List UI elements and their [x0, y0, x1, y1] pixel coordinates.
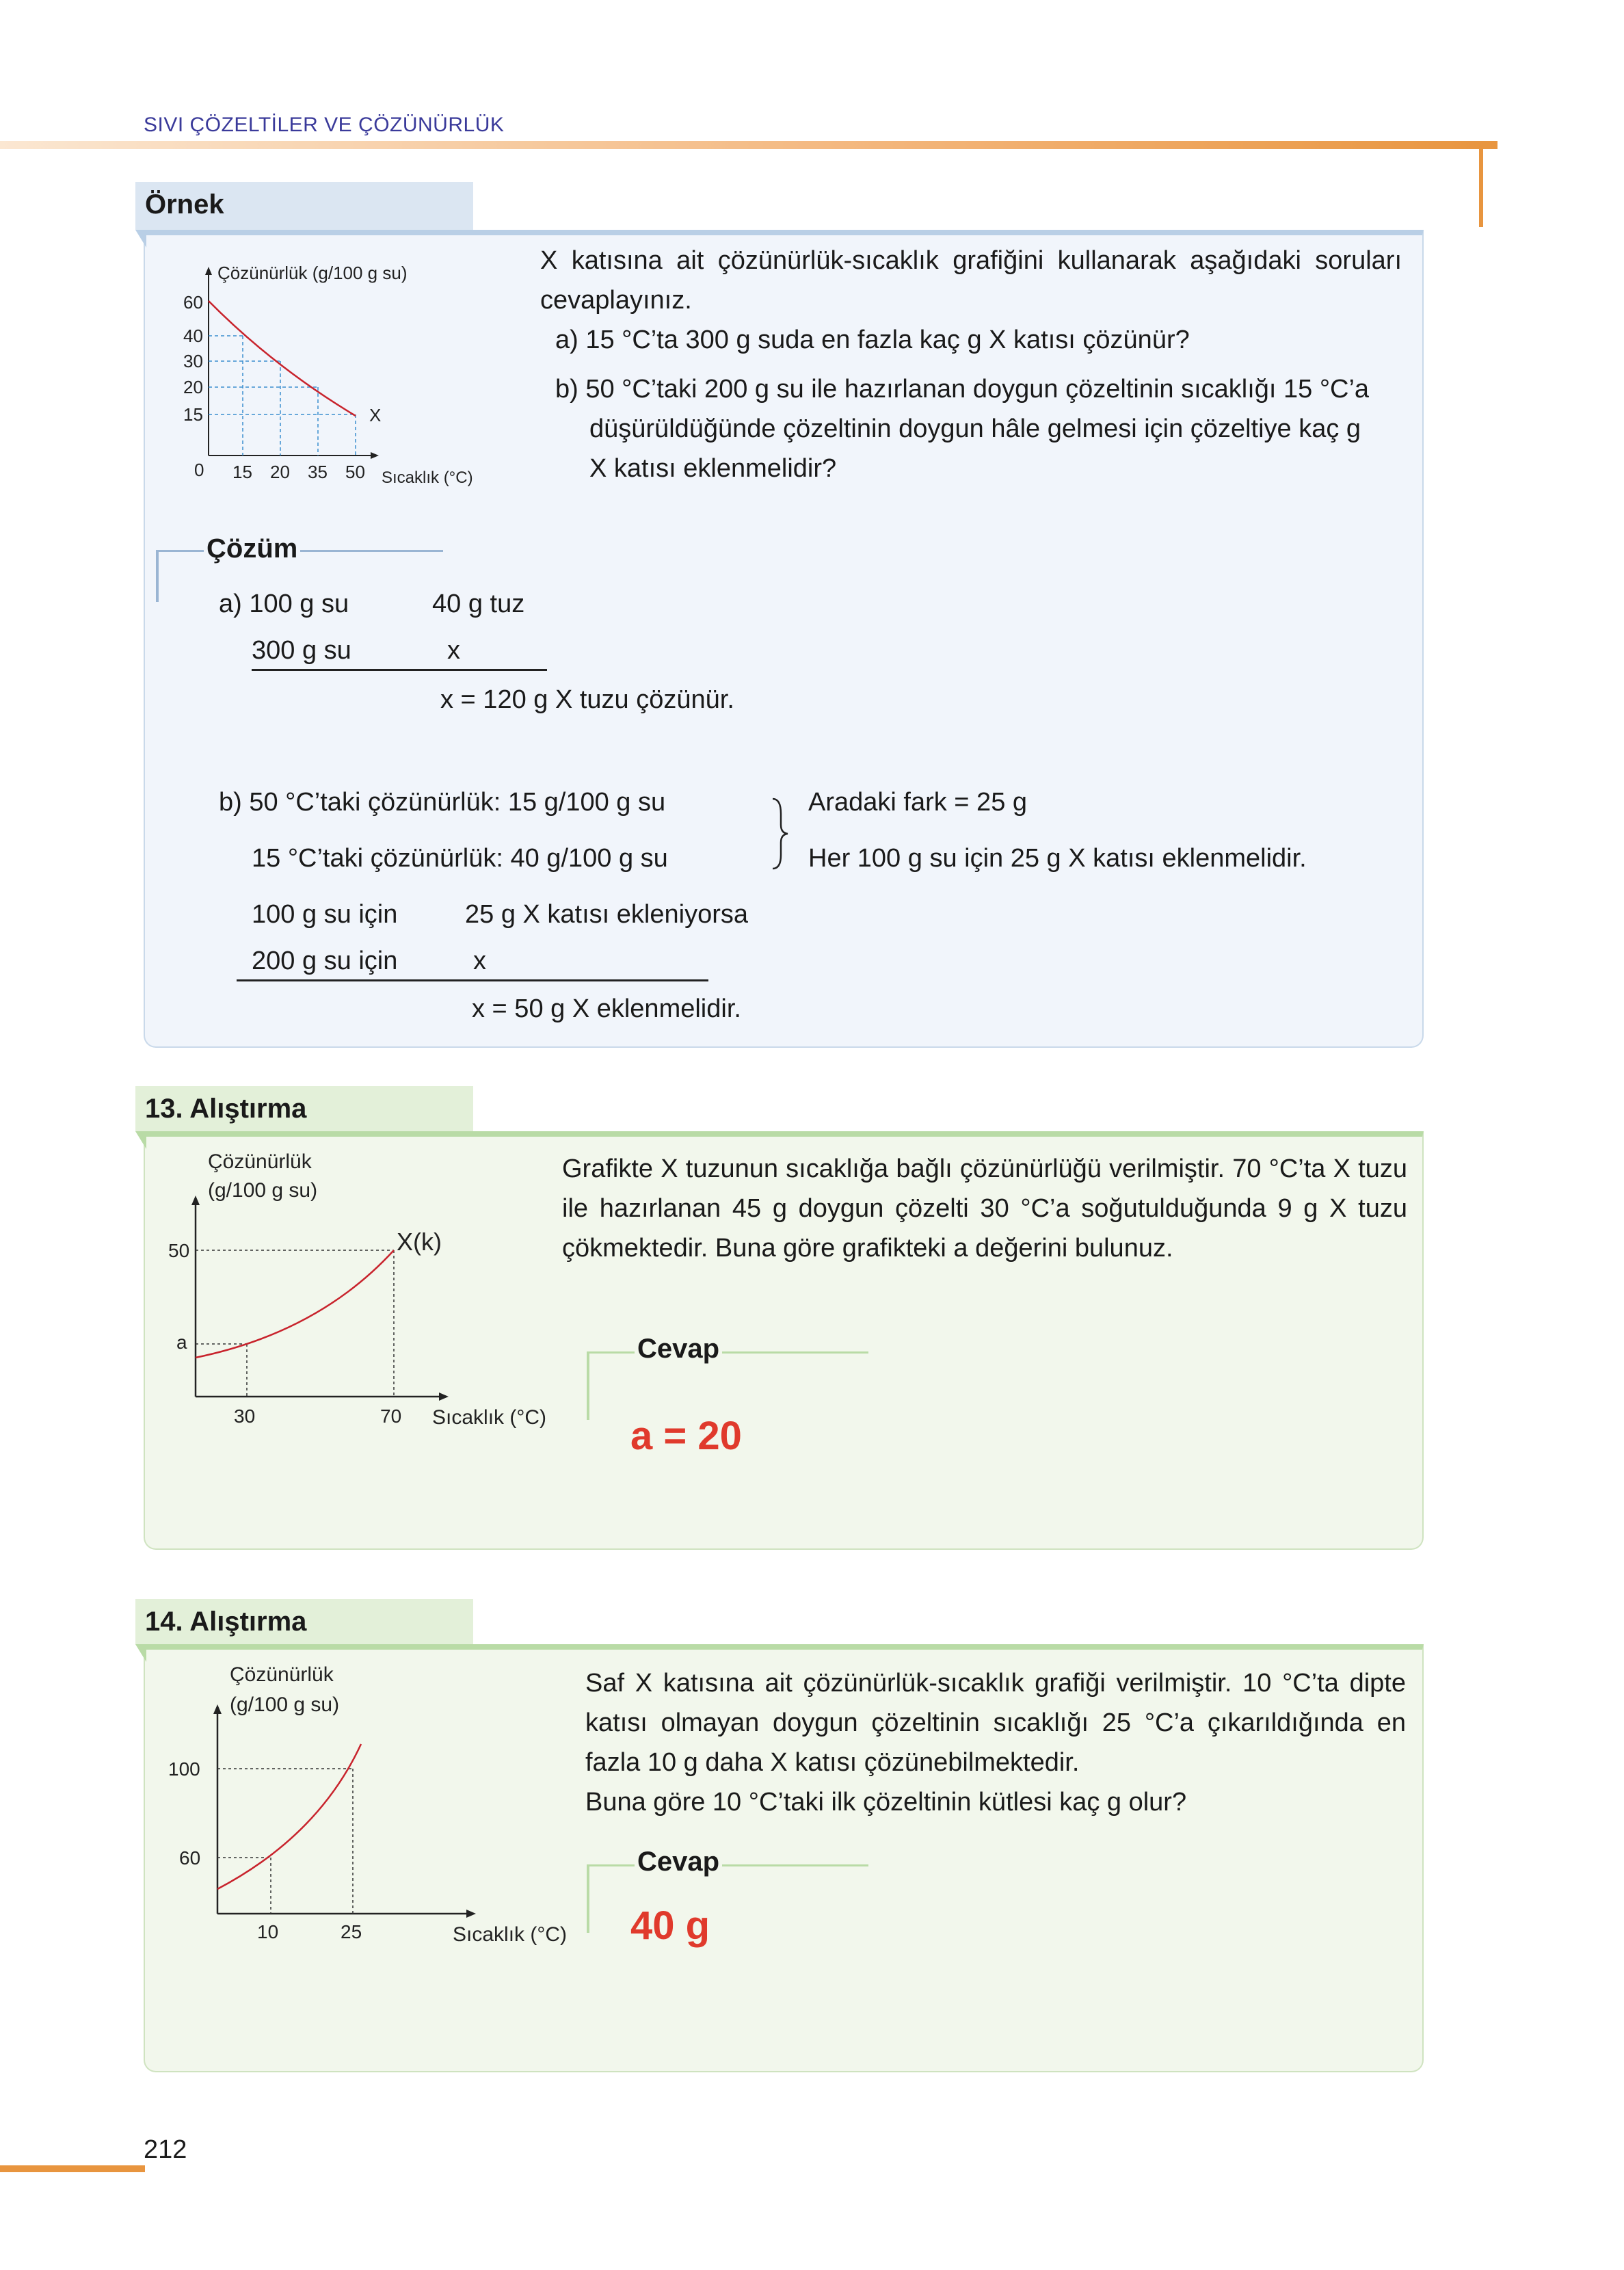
exercise-14-tab: 14. Alıştırma — [135, 1599, 473, 1644]
x-tick: 70 — [380, 1405, 402, 1427]
curly-brace — [769, 796, 796, 871]
sol-a-line2-left: 300 g su — [252, 636, 351, 665]
page-number: 212 — [144, 2135, 187, 2164]
tab-corner — [135, 230, 146, 248]
curve-label: X — [369, 405, 382, 425]
chart-x-title: Sıcaklık (°C) — [453, 1923, 568, 1946]
answer-bracket — [587, 1351, 589, 1420]
sol-b-line1: b) 50 °C’taki çözünürlük: 15 g/100 g su — [219, 788, 666, 817]
sol-b-line3-right: 25 g X katısı ekleniyorsa — [465, 900, 748, 929]
answer-label: Cevap — [635, 1847, 722, 1877]
exercise-13-tab: 13. Alıştırma — [135, 1086, 473, 1131]
x-tick: 35 — [308, 462, 328, 482]
page-number-bar — [0, 2165, 145, 2172]
header-rule — [0, 141, 1497, 149]
y-tick: 30 — [183, 351, 203, 371]
curve-label: X(k) — [397, 1228, 442, 1256]
sol-b-line2: 15 °C’taki çözünürlük: 40 g/100 g su — [252, 844, 668, 873]
tab-corner — [135, 1644, 146, 1662]
chart-y-title: (g/100 g su) — [208, 1179, 318, 1202]
sol-a-line1-left: a) 100 g su — [219, 590, 349, 618]
sol-b-line4-right: x — [473, 947, 486, 975]
exercise-14-chart — [161, 1662, 585, 1949]
tab-corner — [135, 1131, 146, 1149]
sol-a-line1-right: 40 g tuz — [432, 590, 525, 618]
chart-x-title: Sıcaklık (°C) — [382, 468, 473, 487]
sol-b-line4-left: 200 g su için — [252, 947, 398, 975]
sol-b-diff: Aradaki fark = 25 g — [808, 788, 1028, 817]
y-tick: 50 — [168, 1240, 190, 1261]
header-rule-hook — [1479, 145, 1483, 227]
x-tick: 20 — [270, 462, 290, 482]
answer-bracket — [587, 1864, 589, 1933]
sol-b-note: Her 100 g su için 25 g X katısı eklenmelidir. — [808, 844, 1307, 873]
y-tick: 60 — [183, 292, 203, 313]
chart-y-title: Çözünürlük — [208, 1150, 312, 1173]
answer-label: Cevap — [635, 1334, 722, 1364]
answer-value: 40 g — [630, 1903, 710, 1948]
fraction-rule — [237, 979, 708, 981]
example-question-b-1: b) 50 °C’taki 200 g su ile hazırlanan doygun çözeltinin sıcaklığı 15 °C’a — [555, 375, 1370, 404]
answer-value: a = 20 — [630, 1414, 742, 1458]
x-tick: 25 — [341, 1921, 362, 1942]
x-tick: 15 — [232, 462, 252, 482]
chart-y-title: Çözünürlük (g/100 g su) — [217, 263, 408, 283]
y-tick: 40 — [183, 326, 203, 346]
y-tick: 100 — [168, 1758, 200, 1780]
exercise-14-question-2: Buna göre 10 °C’taki ilk çözeltinin kütlesi kaç g olur? — [585, 1788, 1187, 1817]
chart-x-title: Sıcaklık (°C) — [432, 1406, 547, 1429]
sol-a-line2-right: x — [447, 636, 460, 665]
x-tick: 50 — [345, 462, 365, 482]
sol-a-result: x = 120 g X tuzu çözünür. — [440, 685, 734, 714]
example-question-b-3: X katısı eklenmelidir? — [589, 454, 837, 483]
x-tick: 30 — [234, 1405, 256, 1427]
example-question-intro: X katısına ait çözünürlük-sıcaklık grafiğini kullanarak aşağıdaki soruları cevaplayınız. — [540, 246, 1402, 315]
chart-y-title: Çözünürlük — [230, 1663, 334, 1686]
answer-rule — [587, 1351, 868, 1354]
x-tick: 10 — [257, 1921, 279, 1942]
sol-b-result: x = 50 g X eklenmelidir. — [472, 994, 741, 1023]
sol-b-line3-left: 100 g su için — [252, 900, 398, 929]
y-tick: 15 — [183, 404, 203, 425]
y-tick: a — [176, 1332, 187, 1353]
example-tab: Örnek — [135, 182, 473, 230]
exercise-13-chart — [161, 1149, 572, 1436]
exercise-14-question: Saf X katısına ait çözünürlük-sıcaklık grafiği verilmiştir. 10 °C’ta dipte katısı olmayan doygun çözeltinin sıcaklığı 25 °C’a çıkarıldığında en fazla 10 g daha X katısı çözünebilmektedir. — [585, 1669, 1406, 1777]
example-question-a: a) 15 °C’ta 300 g suda en fazla kaç g X katısı çözünür? — [555, 326, 1190, 354]
running-title: SIVI ÇÖZELTİLER VE ÇÖZÜNÜRLÜK — [144, 114, 505, 136]
y-tick: 20 — [183, 377, 203, 397]
exercise-13-question: Grafikte X tuzunun sıcaklığa bağlı çözünürlüğü verilmiştir. 70 °C’ta X tuzu ile hazırlanan 45 g doygun çözelti 30 °C’a soğutulduğunda 9 g X tuzu çökmektedir. Buna göre grafikteki a değerini bulunuz. — [562, 1154, 1407, 1263]
y-tick: 60 — [179, 1847, 201, 1869]
example-question-b-2: düşürüldüğünde çözeltinin doygun hâle gelmesi için çözeltiye kaç g — [589, 414, 1361, 443]
example-chart — [164, 257, 499, 490]
answer-rule — [587, 1864, 868, 1866]
chart-y-title: (g/100 g su) — [230, 1693, 340, 1716]
fraction-rule — [252, 669, 547, 671]
solution-label: Çözüm — [204, 533, 300, 564]
solution-bracket — [156, 550, 159, 602]
x-tick: 0 — [194, 460, 204, 480]
